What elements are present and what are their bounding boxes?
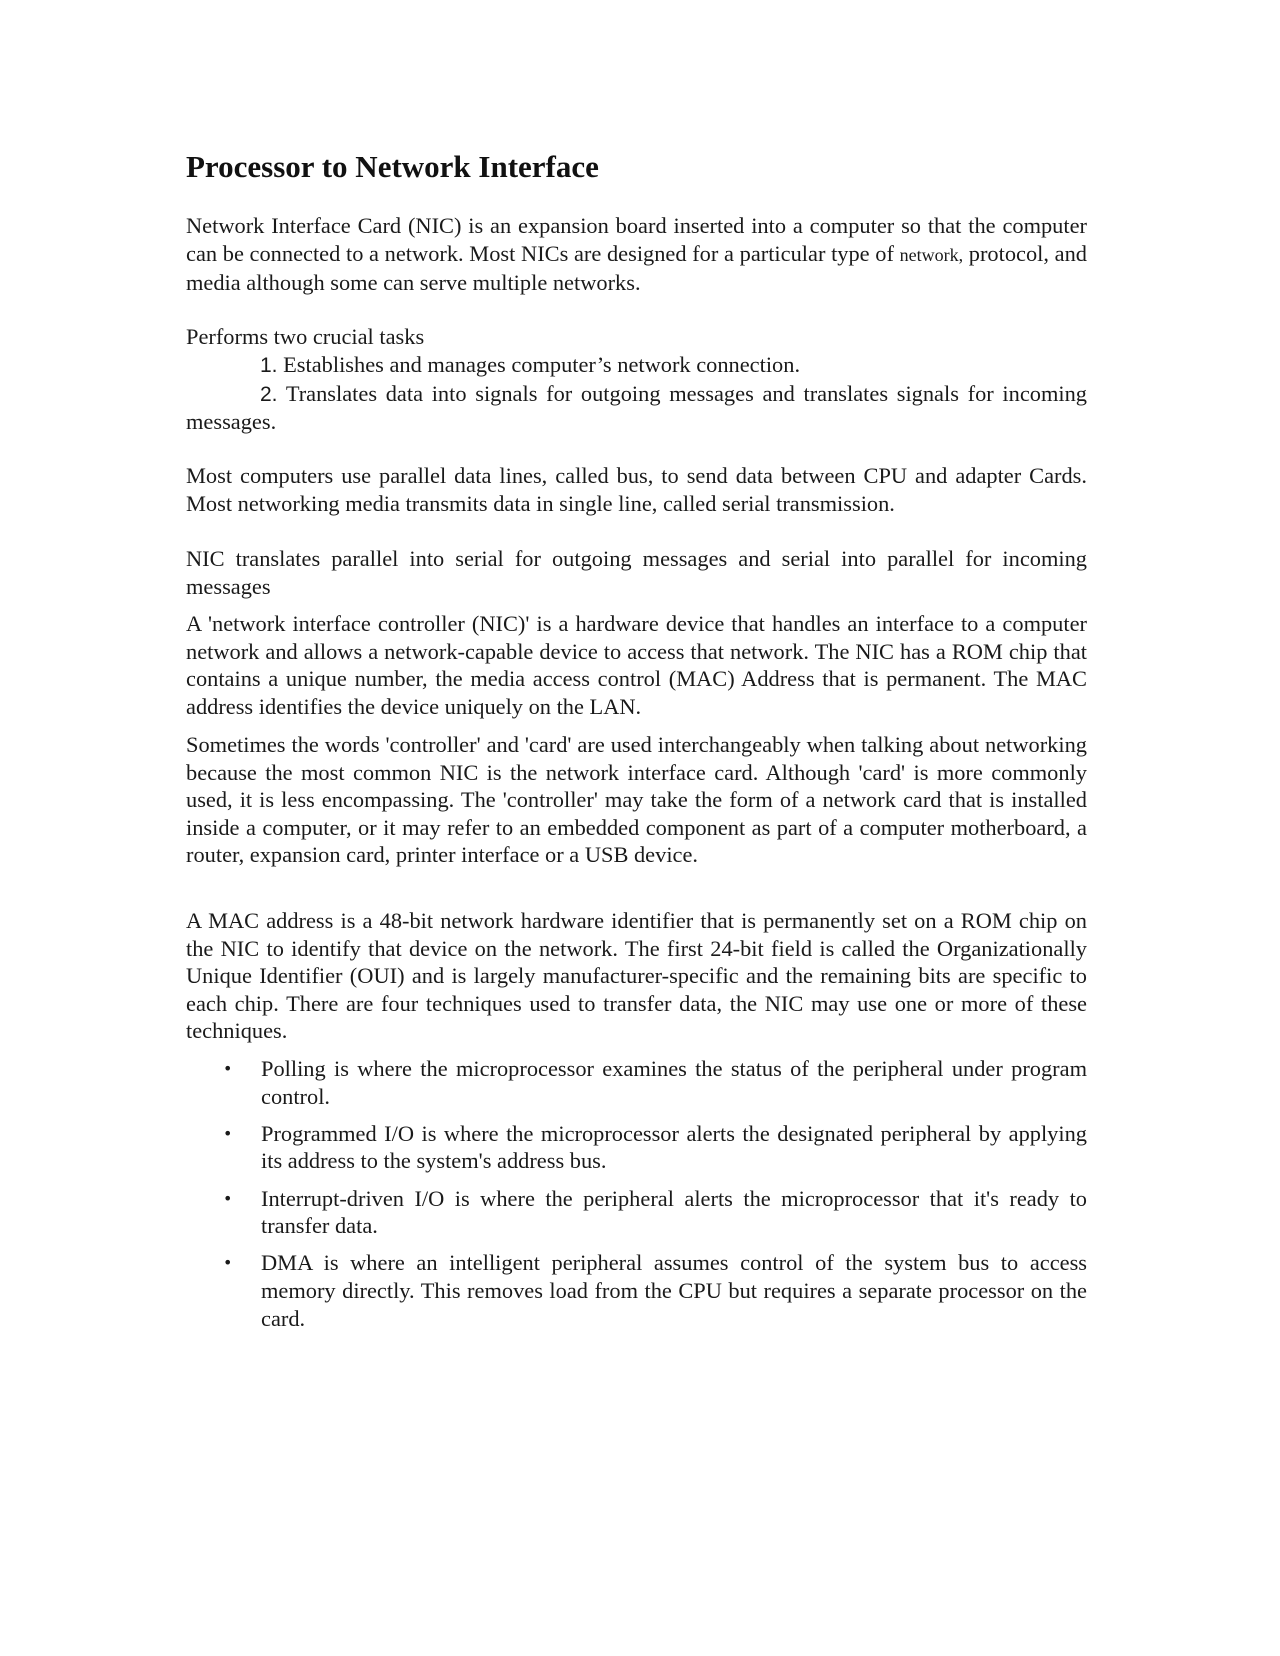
bullet-icon: •	[223, 1123, 233, 1143]
tasks-list	[186, 351, 1087, 436]
intro-small-word: network,	[899, 244, 964, 265]
list-item	[186, 1185, 1087, 1240]
intro-text-start: Network Interface Card (NIC) is an expansion board inserted into a computer so that the computer can be connected to a network. Most NICs are designed for a particular type of	[186, 213, 1087, 266]
task-number: 1.	[260, 354, 278, 377]
bullet-icon: •	[223, 1253, 233, 1273]
technique-text: Programmed I/O is where the microprocessor alerts the designated peripheral by applying its address to the system's address bus.	[261, 1120, 1087, 1174]
technique-text: DMA is where an intelligent peripheral assumes control of the system bus to access memory directly. This removes load from the CPU but requires a separate processor on the card.	[261, 1250, 1087, 1331]
paragraph-nic-translates: NIC translates parallel into serial for outgoing messages and serial into parallel for incoming messages	[186, 546, 1087, 599]
paragraph-bus: Most computers use parallel data lines, called bus, to send data between CPU and adapter Cards. Most networking media transmits data in single line, called serial transmission.	[186, 463, 1087, 516]
task-number: 2.	[260, 382, 278, 406]
tasks-heading: Performs two crucial tasks	[186, 324, 425, 349]
techniques-list	[186, 1055, 1087, 1342]
intro-paragraph	[186, 212, 1087, 297]
technique-text: Polling is where the microprocessor examines the status of the peripheral under program control.	[261, 1056, 1087, 1109]
task-item	[186, 351, 1087, 380]
bullet-icon: •	[223, 1059, 233, 1078]
paragraph-mac-address: A MAC address is a 48-bit network hardware identifier that is permanently set on a ROM chip on the NIC to identify that device on the network. The first 24-bit field is called the Organizationally Unique Identifier (OUI) and is largely manufacturer-specific and the remaining bits are specific to each chip. There are four techniques used to transfer data, the NIC may use one or more of these techniques.	[186, 908, 1087, 1044]
technique-text: Interrupt-driven I/O is where the peripheral alerts the microprocessor that it's ready to transfer data.	[261, 1185, 1087, 1239]
task-text: Establishes and manages computer’s network connection.	[283, 352, 801, 377]
paragraph-controller-card: Sometimes the words 'controller' and 'card' are used interchangeably when talking about networking because the most common NIC is the network interface card. Although 'card' is more commonly used, it is less encompassing. The 'controller' may take the form of a network card that is installed inside a computer, or it may refer to an embedded component as part of a computer motherboard, a router, expansion card, printer interface or a USB device.	[186, 732, 1087, 868]
list-item	[186, 1055, 1087, 1110]
task-item	[186, 380, 1087, 436]
paragraph-nic-definition: A 'network interface controller (NIC)' is a hardware device that handles an interface to a computer network and allows a network-capable device to access that network. The NIC has a ROM chip that contains a unique number, the media access control (MAC) Address that is permanent. The MAC address identifies the device uniquely on the LAN.	[186, 611, 1087, 719]
bullet-icon: •	[223, 1188, 233, 1208]
page-title: Processor to Network Interface	[186, 149, 599, 184]
list-item	[186, 1249, 1087, 1332]
intro-text-end: protocol, and media although some can serve multiple networks.	[186, 240, 1087, 296]
list-item	[186, 1120, 1087, 1175]
task-text: Translates data into signals for outgoing messages and translates signals for incoming messages.	[186, 380, 1087, 435]
